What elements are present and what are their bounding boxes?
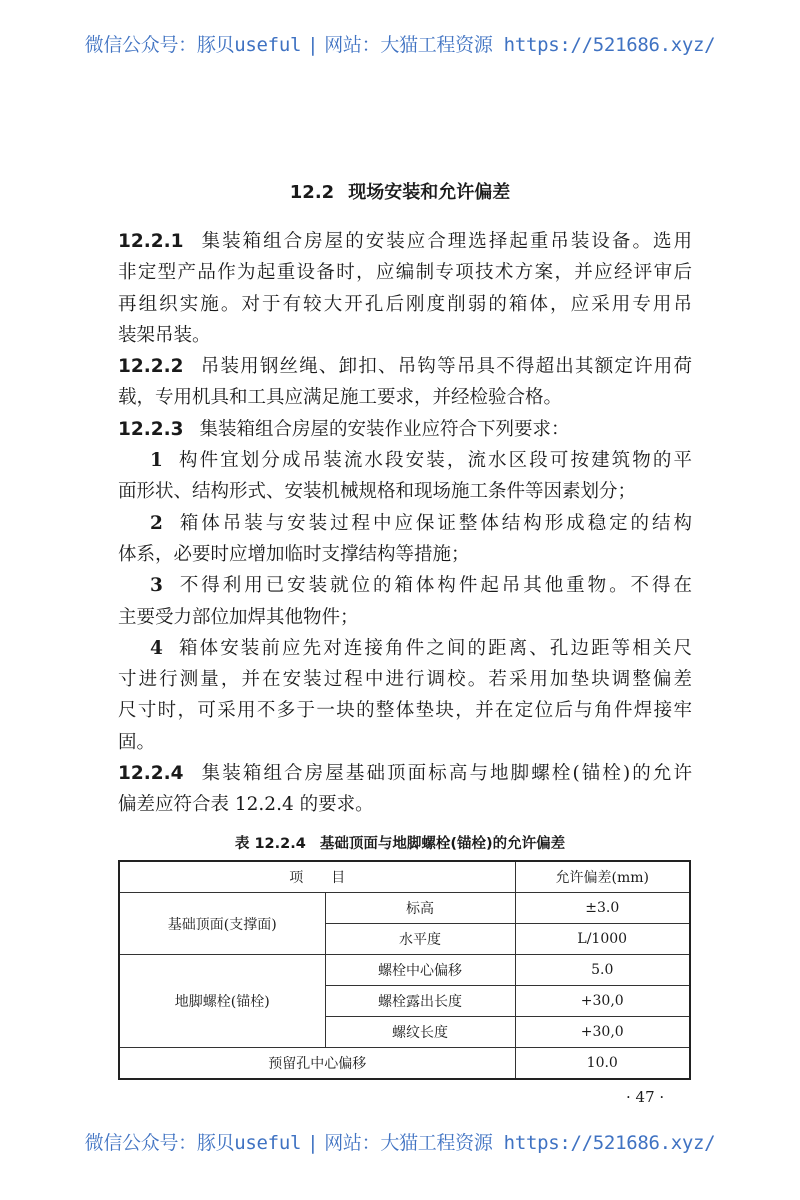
line-text: 非定型产品作为起重设备时，应编制专项技术方案，并应经评审后 xyxy=(118,262,692,284)
line-text: 偏差应符合表 12.2.4 的要求。 xyxy=(118,794,374,816)
clause-number: 12.2.3 xyxy=(118,418,184,440)
item-number: 2 xyxy=(150,512,163,534)
tolerance-cell: +30,0 xyxy=(515,986,690,1017)
paragraph-line xyxy=(118,758,692,789)
line-text: 集装箱组合房屋基础顶面标高与地脚螺栓(锚栓)的允许 xyxy=(199,763,692,785)
watermark-right: 网站：大猫工程资源 https://521686.xyz/ xyxy=(324,34,716,56)
line-text: 箱体安装前应先对连接角件之间的距离、孔边距等相关尺 xyxy=(176,637,692,659)
paragraph-line xyxy=(118,633,692,664)
watermark-bottom xyxy=(0,1128,800,1155)
line-text: 箱体吊装与安装过程中应保证整体结构形成稳定的结构 xyxy=(176,512,692,534)
page-number: · 47 · xyxy=(626,1088,665,1106)
paragraph-line xyxy=(118,445,692,476)
watermark-left: 微信公众号：豚贝useful xyxy=(84,1132,302,1154)
item-cell: 螺纹长度 xyxy=(325,1017,515,1048)
tolerance-cell: 10.0 xyxy=(515,1048,690,1080)
item-number: 3 xyxy=(150,575,163,597)
item-number: 4 xyxy=(150,637,163,659)
paragraph-line xyxy=(118,539,692,570)
section-heading xyxy=(0,178,800,204)
line-text: 装架吊装。 xyxy=(118,324,211,346)
table-row xyxy=(119,955,690,986)
paragraph-line xyxy=(118,476,692,507)
item-cell: 预留孔中心偏移 xyxy=(119,1048,515,1080)
line-text: 吊装用钢丝绳、卸扣、吊钩等吊具不得超出其额定许用荷 xyxy=(199,356,692,378)
watermark-left: 微信公众号：豚贝useful xyxy=(84,34,302,56)
paragraph-line xyxy=(118,289,692,320)
paragraph-line xyxy=(118,226,692,257)
item-cell: 螺栓露出长度 xyxy=(325,986,515,1017)
watermark-separator: | xyxy=(307,1132,319,1154)
line-text: 集装箱组合房屋的安装应合理选择起重吊装设备。选用 xyxy=(199,231,692,252)
paragraph-line xyxy=(118,508,692,539)
section-number: 12.2 xyxy=(289,182,335,203)
table-row xyxy=(119,893,690,924)
item-number: 1 xyxy=(150,450,163,472)
clause-number: 12.2.4 xyxy=(118,763,184,785)
line-text: 不得利用已安装就位的箱体构件起吊其他重物。不得在 xyxy=(176,575,692,597)
paragraph-line xyxy=(118,664,692,695)
paragraph-line xyxy=(118,695,692,726)
table-header-row xyxy=(119,861,690,893)
watermark-right: 网站：大猫工程资源 https://521686.xyz/ xyxy=(324,1132,716,1154)
tolerance-cell: 5.0 xyxy=(515,955,690,986)
line-text: 尺寸时，可采用不多于一块的整体垫块，并在定位后与角件焊接牢 xyxy=(118,700,692,722)
paragraph-line xyxy=(118,351,692,382)
tolerance-cell: L/1000 xyxy=(515,924,690,955)
header-tolerance: 允许偏差(mm) xyxy=(515,861,690,893)
clause-number: 12.2.1 xyxy=(118,231,184,252)
section-title: 现场安装和允许偏差 xyxy=(348,182,511,203)
group-name-cell: 基础顶面(支撑面) xyxy=(119,893,325,955)
line-text: 主要受力部位加焊其他物件； xyxy=(118,606,359,628)
tolerance-cell: +30,0 xyxy=(515,1017,690,1048)
item-cell: 水平度 xyxy=(325,924,515,955)
tolerance-table xyxy=(118,860,691,1080)
paragraph-line xyxy=(118,320,692,351)
body-text xyxy=(118,226,692,821)
line-text: 体系，必要时应增加临时支撑结构等措施； xyxy=(118,543,470,565)
watermark-top xyxy=(0,30,800,57)
table-caption xyxy=(0,832,800,853)
group-name-cell: 地脚螺栓(锚栓) xyxy=(119,955,325,1048)
line-text: 面形状、结构形式、安装机械规格和现场施工条件等因素划分； xyxy=(118,481,637,503)
paragraph-line xyxy=(118,382,692,413)
clause-number: 12.2.2 xyxy=(118,356,184,378)
table-number: 表 12.2.4 xyxy=(234,836,306,852)
paragraph-line xyxy=(118,257,692,288)
watermark-separator: | xyxy=(307,34,319,56)
line-text: 载，专用机具和工具应满足施工要求，并经检验合格。 xyxy=(118,387,563,409)
paragraph-line xyxy=(118,727,692,758)
header-item: 项 目 xyxy=(119,861,515,893)
item-cell: 螺栓中心偏移 xyxy=(325,955,515,986)
line-text: 寸进行测量，并在安装过程中进行调校。若采用加垫块调整偏差 xyxy=(118,669,692,691)
paragraph-line xyxy=(118,602,692,633)
table-title: 基础顶面与地脚螺栓(锚栓)的允许偏差 xyxy=(319,836,566,852)
line-text: 固。 xyxy=(118,731,156,753)
line-text: 再组织实施。对于有较大开孔后刚度削弱的箱体，应采用专用吊 xyxy=(118,293,692,315)
line-text: 构件宜划分成吊装流水段安装，流水区段可按建筑物的平 xyxy=(176,450,692,472)
paragraph-line xyxy=(118,789,692,820)
table-row xyxy=(119,1048,690,1080)
tolerance-cell: ±3.0 xyxy=(515,893,690,924)
paragraph-line xyxy=(118,414,692,445)
item-cell: 标高 xyxy=(325,893,515,924)
paragraph-line xyxy=(118,570,692,601)
line-text: 集装箱组合房屋的安装作业应符合下列要求： xyxy=(199,418,570,440)
